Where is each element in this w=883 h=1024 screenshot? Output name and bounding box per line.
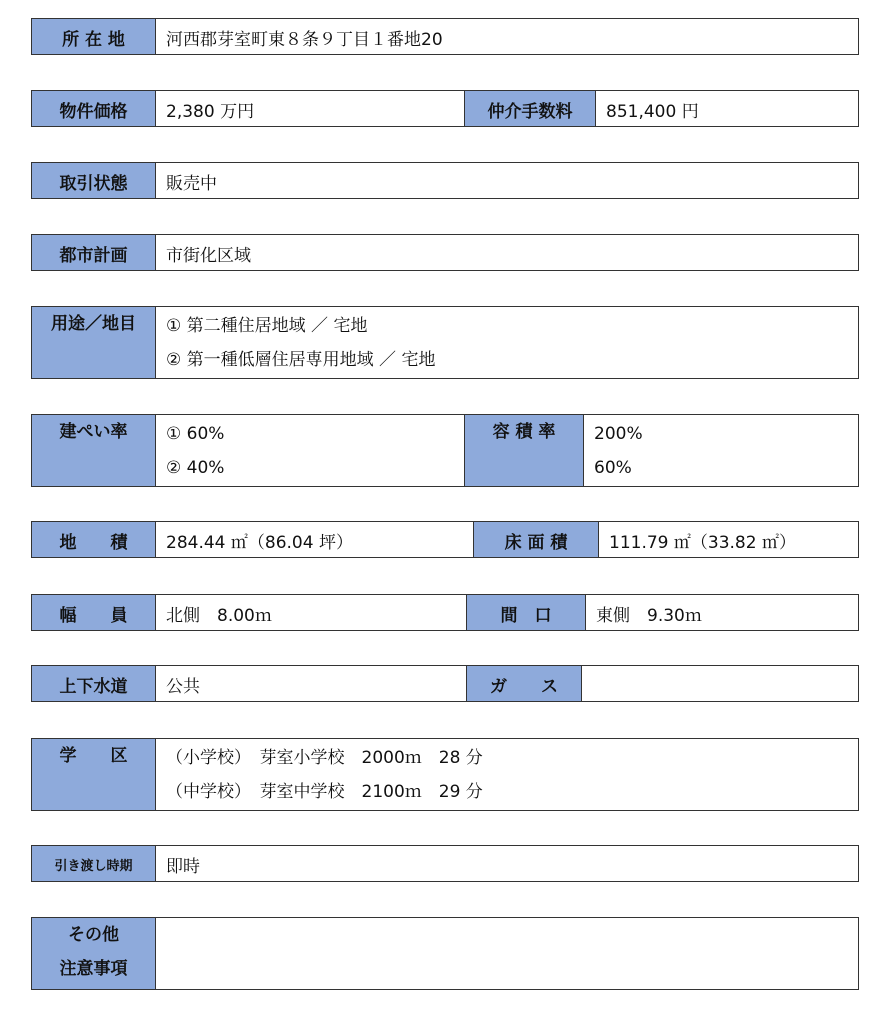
- price-row: [31, 90, 859, 127]
- far-label-text: 容 積 率: [492, 422, 556, 442]
- city-plan-row: [31, 234, 859, 271]
- floor-area-label: 床 面 積: [473, 522, 599, 557]
- land-use-line-1: ① 第二種住居地域 ／ 宅地: [166, 316, 368, 336]
- school-label-text: 学 区: [59, 746, 128, 766]
- notes-label: [32, 918, 156, 989]
- fee-label: 仲介手数料: [464, 91, 596, 126]
- coverage-value: [156, 415, 464, 486]
- location-label: 所 在 地: [32, 19, 156, 54]
- price-label: 物件価格: [32, 91, 156, 126]
- frontage-label: 間 口: [466, 595, 586, 630]
- city-plan-value: 市街化区域: [166, 246, 251, 266]
- far-label: [464, 415, 584, 486]
- handover-row: [31, 845, 859, 882]
- land-use-label: [32, 307, 156, 378]
- school-line-1: （小学校） 芽室小学校 2000ｍ 28 分: [166, 748, 483, 768]
- coverage-row: [31, 414, 859, 487]
- coverage-label-text: 建ぺい率: [59, 422, 128, 442]
- handover-value: 即時: [166, 857, 200, 877]
- notes-label-line-2: 注意事項: [59, 959, 128, 979]
- land-use-value: [156, 307, 858, 378]
- location-row: [31, 18, 859, 55]
- road-row: [31, 594, 859, 631]
- school-label: [32, 739, 156, 810]
- coverage-line-1: ① 60%: [166, 424, 225, 444]
- gas-value: [582, 666, 858, 701]
- area-label: 地 積: [32, 522, 156, 557]
- coverage-line-2: ② 40%: [166, 458, 225, 478]
- road-label: 幅 員: [32, 595, 156, 630]
- far-value: [584, 415, 858, 486]
- area-row: [31, 521, 859, 558]
- fee-value: 851,400 円: [606, 102, 699, 122]
- school-row: [31, 738, 859, 811]
- area-value: 284.44 ㎡（86.04 坪）: [166, 533, 353, 553]
- gas-label: ガ ス: [466, 666, 582, 701]
- city-plan-label: 都市計画: [32, 235, 156, 270]
- land-use-label-text: 用途／地目: [51, 314, 136, 334]
- transaction-row: [31, 162, 859, 199]
- land-use-row: [31, 306, 859, 379]
- far-line-1: 200%: [594, 424, 643, 444]
- notes-value: [156, 918, 858, 989]
- frontage-value: 東側 9.30ｍ: [596, 606, 702, 626]
- school-line-2: （中学校） 芽室中学校 2100ｍ 29 分: [166, 782, 483, 802]
- water-row: [31, 665, 859, 702]
- handover-label: 引き渡し時期: [32, 846, 156, 881]
- far-line-2: 60%: [594, 458, 632, 478]
- water-value: 公共: [166, 677, 200, 697]
- transaction-label: 取引状態: [32, 163, 156, 198]
- transaction-value: 販売中: [166, 174, 217, 194]
- coverage-label: [32, 415, 156, 486]
- location-value: 河西郡芽室町東８条９丁目１番地20: [166, 30, 443, 50]
- floor-area-value: 111.79 ㎡（33.82 ㎡）: [609, 533, 796, 553]
- price-value: 2,380 万円: [166, 102, 255, 122]
- land-use-line-2: ② 第一種低層住居専用地域 ／ 宅地: [166, 350, 436, 370]
- road-value: 北側 8.00ｍ: [166, 606, 272, 626]
- water-label: 上下水道: [32, 666, 156, 701]
- school-value: [156, 739, 858, 810]
- notes-row: [31, 917, 859, 990]
- notes-label-line-1: その他: [68, 925, 119, 945]
